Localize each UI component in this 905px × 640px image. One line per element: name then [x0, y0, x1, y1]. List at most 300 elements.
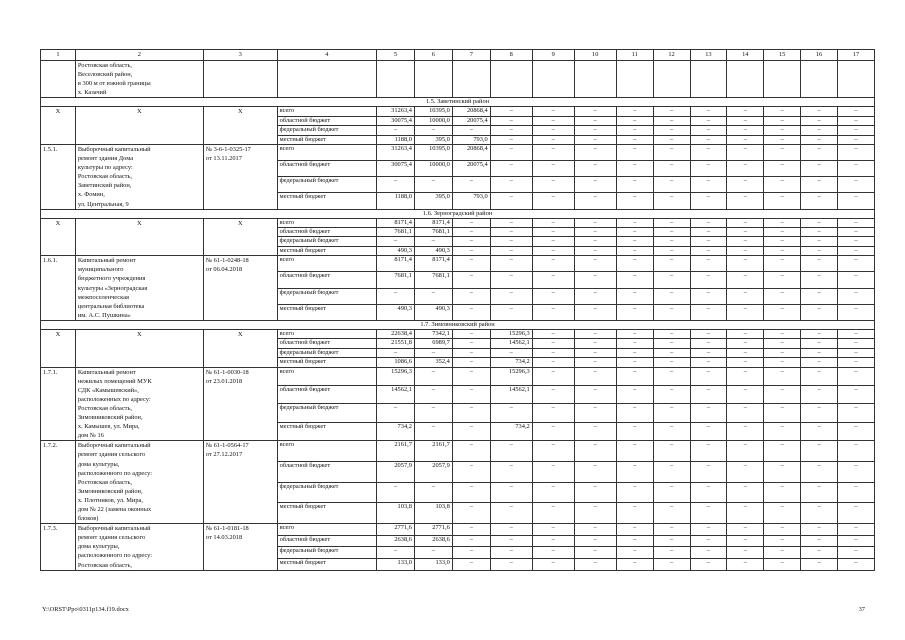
amount-cell: – — [532, 422, 574, 440]
amount-cell: – — [838, 272, 875, 288]
amount-cell: – — [727, 228, 764, 237]
amount-cell: – — [574, 482, 616, 503]
description-line: Ростовская область, — [77, 62, 132, 69]
amount-cell: – — [574, 135, 616, 144]
amount-cell: 10000,0 — [414, 116, 452, 125]
item-number: 1.5.1. — [41, 145, 76, 210]
amount-cell: – — [653, 503, 690, 524]
description-line: культуры по адресу: — [77, 164, 133, 172]
amount-cell: – — [414, 126, 452, 135]
amount-cell: – — [838, 441, 875, 462]
amount-cell: – — [532, 329, 574, 338]
amount-cell: – — [490, 535, 532, 547]
amount-cell: 15296,3 — [377, 367, 415, 385]
amount-cell: – — [616, 422, 653, 440]
amount-cell: – — [414, 422, 452, 440]
amount-cell: – — [490, 135, 532, 144]
description-line: расположенного по адресу: — [77, 552, 153, 560]
amount-cell: – — [616, 547, 653, 559]
amount-cell: – — [490, 145, 532, 161]
amount-cell: – — [838, 503, 875, 524]
amount-cell: – — [727, 177, 764, 193]
amount-cell: – — [801, 358, 838, 367]
table-row — [41, 61, 875, 98]
column-number: 6 — [414, 50, 452, 61]
amount-cell: – — [727, 288, 764, 304]
description-line: блоков) — [77, 515, 99, 523]
amount-cell: – — [532, 339, 574, 348]
amount-cell: – — [414, 177, 452, 193]
amount-cell: – — [616, 246, 653, 255]
amount-cell: – — [532, 367, 574, 385]
amount-cell: – — [532, 547, 574, 559]
amount-cell: – — [801, 547, 838, 559]
amount-cell: 20868,4 — [452, 107, 490, 116]
amount-cell: – — [690, 358, 727, 367]
funding-source: местный бюджет — [277, 358, 376, 367]
column-number: 4 — [277, 50, 376, 61]
amount-cell: – — [690, 177, 727, 193]
amount-cell: – — [764, 135, 801, 144]
amount-cell: – — [490, 547, 532, 559]
amount-cell: – — [616, 348, 653, 357]
funding-source: федеральный бюджет — [277, 547, 376, 559]
amount-cell: 793,0 — [452, 135, 490, 144]
document-reference — [203, 524, 277, 570]
amount-cell: 395,0 — [414, 193, 452, 209]
column-number: 7 — [452, 50, 490, 61]
amount-cell: 8171,4 — [414, 256, 452, 272]
amount-cell: – — [616, 358, 653, 367]
amount-cell: – — [727, 329, 764, 338]
amount-cell: – — [838, 386, 875, 404]
amount-cell: – — [574, 348, 616, 357]
amount-cell: – — [452, 304, 490, 320]
amount-cell: – — [574, 386, 616, 404]
amount-cell: – — [532, 218, 574, 227]
amount-cell: – — [377, 237, 415, 246]
amount-cell: – — [764, 218, 801, 227]
object-description — [75, 218, 203, 256]
amount-cell: – — [653, 228, 690, 237]
amount-cell: – — [653, 145, 690, 161]
amount-cell: – — [801, 422, 838, 440]
description-line: центральная библиотека — [77, 302, 145, 310]
document-reference — [203, 145, 277, 210]
amount-cell: – — [616, 524, 653, 536]
funding-source: местный бюджет — [277, 503, 376, 524]
amount-cell: – — [838, 404, 875, 422]
amount-cell: – — [764, 348, 801, 357]
section-title: 1.5. Заветинский район — [41, 98, 875, 107]
amount-cell: – — [377, 126, 415, 135]
amount-cell: – — [532, 116, 574, 125]
amount-cell: – — [801, 107, 838, 116]
amount-cell: – — [452, 237, 490, 246]
amount-cell: – — [727, 547, 764, 559]
amount-cell: – — [377, 547, 415, 559]
amount-cell: – — [838, 193, 875, 209]
amount-cell: – — [764, 358, 801, 367]
amount-cell: 490,3 — [414, 304, 452, 320]
amount-cell: – — [574, 547, 616, 559]
amount-cell: – — [616, 126, 653, 135]
description-line: Выборочный капитальный — [77, 442, 151, 450]
amount-cell: – — [690, 482, 727, 503]
amount-cell: – — [616, 304, 653, 320]
amount-cell: 8171,4 — [414, 218, 452, 227]
amount-cell: – — [690, 193, 727, 209]
amount-cell: – — [690, 256, 727, 272]
amount-cell: 793,0 — [452, 193, 490, 209]
amount-cell: 490,3 — [377, 246, 415, 255]
amount-cell: – — [414, 288, 452, 304]
amount-cell: – — [838, 348, 875, 357]
amount-cell: 22638,4 — [377, 329, 415, 338]
amount-cell: 31263,4 — [377, 145, 415, 161]
section-row — [41, 320, 875, 329]
amount-cell: – — [452, 547, 490, 559]
amount-cell: – — [532, 441, 574, 462]
amount-cell: – — [764, 304, 801, 320]
amount-cell: – — [532, 535, 574, 547]
amount-cell: – — [727, 304, 764, 320]
amount-cell: – — [490, 126, 532, 135]
amount-cell: – — [838, 339, 875, 348]
document-line: от 14.03.2018 — [205, 534, 243, 542]
empty-cell — [452, 61, 490, 98]
amount-cell: – — [653, 329, 690, 338]
amount-cell: 2638,6 — [414, 535, 452, 547]
amount-cell: – — [764, 404, 801, 422]
amount-cell: – — [532, 503, 574, 524]
amount-cell: – — [727, 256, 764, 272]
amount-cell: – — [838, 558, 875, 570]
amount-cell: – — [653, 547, 690, 559]
object-description — [75, 441, 203, 524]
amount-cell: 7681,1 — [377, 272, 415, 288]
document-line: № 61-1-0181-18 — [205, 525, 249, 533]
description-line: ремонт здания сельского — [77, 451, 146, 459]
amount-cell: – — [653, 126, 690, 135]
amount-cell: – — [727, 116, 764, 125]
amount-cell: – — [616, 329, 653, 338]
funding-source: местный бюджет — [277, 246, 376, 255]
amount-cell: – — [490, 441, 532, 462]
amount-cell: – — [801, 386, 838, 404]
funding-source: областной бюджет — [277, 272, 376, 288]
amount-cell: – — [653, 272, 690, 288]
item-number: X — [41, 107, 76, 145]
amount-cell: – — [452, 535, 490, 547]
object-description — [75, 329, 203, 367]
description-line: Ростовская область, — [77, 561, 132, 569]
amount-cell: – — [574, 503, 616, 524]
amount-cell: – — [801, 524, 838, 536]
amount-cell: – — [414, 237, 452, 246]
amount-cell: – — [727, 441, 764, 462]
amount-cell: – — [616, 161, 653, 177]
amount-cell: – — [764, 288, 801, 304]
amount-cell: – — [377, 404, 415, 422]
amount-cell: – — [574, 161, 616, 177]
amount-cell: 490,3 — [414, 246, 452, 255]
amount-cell: – — [532, 246, 574, 255]
amount-cell: – — [690, 558, 727, 570]
amount-cell: 2161,7 — [414, 441, 452, 462]
amount-cell: 1086,6 — [377, 358, 415, 367]
description-line: Ростовская область, — [77, 173, 132, 181]
description-line: дом № 22 (замена оконных — [77, 505, 152, 513]
amount-cell: – — [764, 547, 801, 559]
funding-source: областной бюджет — [277, 161, 376, 177]
amount-cell: – — [490, 228, 532, 237]
amount-cell: 14562,1 — [490, 339, 532, 348]
amount-cell: – — [574, 462, 616, 483]
amount-cell: 21551,8 — [377, 339, 415, 348]
amount-cell: 1188,0 — [377, 193, 415, 209]
funding-source: областной бюджет — [277, 386, 376, 404]
amount-cell: – — [653, 404, 690, 422]
description-line: ремонт здания сельского — [77, 534, 146, 542]
amount-cell: 2638,6 — [377, 535, 415, 547]
amount-cell: – — [490, 288, 532, 304]
amount-cell: 490,3 — [377, 304, 415, 320]
funding-source: местный бюджет — [277, 193, 376, 209]
empty-cell — [377, 61, 415, 98]
column-number: 8 — [490, 50, 532, 61]
document-reference — [203, 107, 277, 145]
amount-cell: – — [452, 482, 490, 503]
amount-cell: – — [616, 535, 653, 547]
amount-cell: – — [801, 329, 838, 338]
amount-cell: 734,2 — [377, 422, 415, 440]
amount-cell: – — [377, 348, 415, 357]
amount-cell: – — [764, 126, 801, 135]
amount-cell: – — [574, 228, 616, 237]
amount-cell: – — [653, 339, 690, 348]
document-line: X — [237, 330, 243, 338]
amount-cell: – — [574, 367, 616, 385]
amount-cell: – — [653, 177, 690, 193]
amount-cell: – — [574, 358, 616, 367]
empty-cell — [574, 61, 616, 98]
section-title: 1.7. Зимовниковский район — [41, 320, 875, 329]
amount-cell: – — [532, 135, 574, 144]
amount-cell: – — [653, 482, 690, 503]
amount-cell: – — [616, 107, 653, 116]
amount-cell: – — [764, 237, 801, 246]
amount-cell: – — [801, 367, 838, 385]
amount-cell: – — [532, 358, 574, 367]
amount-cell: 10395,0 — [414, 107, 452, 116]
column-number: 13 — [690, 50, 727, 61]
amount-cell: – — [690, 503, 727, 524]
amount-cell: – — [616, 145, 653, 161]
amount-cell: – — [690, 272, 727, 288]
amount-cell: – — [801, 482, 838, 503]
amount-cell: 395,0 — [414, 135, 452, 144]
amount-cell: – — [653, 348, 690, 357]
table-row — [41, 145, 875, 161]
document-reference — [203, 441, 277, 524]
amount-cell: 20075,4 — [452, 116, 490, 125]
empty-cell — [414, 61, 452, 98]
amount-cell: – — [616, 339, 653, 348]
amount-cell: – — [490, 272, 532, 288]
funding-source: всего — [277, 256, 376, 272]
amount-cell: – — [801, 126, 838, 135]
amount-cell: – — [452, 218, 490, 227]
amount-cell: – — [801, 218, 838, 227]
amount-cell: – — [574, 535, 616, 547]
document-page — [40, 49, 875, 571]
amount-cell: 6989,7 — [414, 339, 452, 348]
amount-cell: – — [801, 177, 838, 193]
amount-cell: – — [574, 256, 616, 272]
amount-cell: – — [838, 358, 875, 367]
object-description — [75, 524, 203, 570]
amount-cell: – — [690, 218, 727, 227]
amount-cell: – — [801, 145, 838, 161]
amount-cell: 10000,0 — [414, 161, 452, 177]
amount-cell: – — [377, 288, 415, 304]
empty-cell — [490, 61, 532, 98]
table-row — [41, 367, 875, 385]
item-number: 1.7.1. — [41, 367, 76, 441]
amount-cell: – — [653, 161, 690, 177]
description-line: ремонт здания Дома — [77, 155, 134, 163]
amount-cell: – — [801, 193, 838, 209]
amount-cell: – — [574, 145, 616, 161]
amount-cell: – — [764, 386, 801, 404]
table-row — [41, 524, 875, 536]
amount-cell: – — [838, 462, 875, 483]
funding-source: областной бюджет — [277, 116, 376, 125]
amount-cell: – — [532, 386, 574, 404]
column-number: 11 — [616, 50, 653, 61]
amount-cell: – — [574, 329, 616, 338]
amount-cell: – — [452, 272, 490, 288]
amount-cell: – — [574, 218, 616, 227]
section-row — [41, 209, 875, 218]
description-line: расположенных по адресу: — [77, 395, 151, 403]
amount-cell: – — [574, 126, 616, 135]
description-line: культуры «Зерноградская — [77, 284, 148, 292]
amount-cell: – — [764, 107, 801, 116]
amount-cell: – — [532, 237, 574, 246]
amount-cell: 8171,4 — [377, 218, 415, 227]
item-number: 1.7.3. — [41, 524, 76, 570]
amount-cell: – — [690, 145, 727, 161]
amount-cell: – — [764, 161, 801, 177]
funding-source: всего — [277, 367, 376, 385]
amount-cell: – — [764, 272, 801, 288]
amount-cell: – — [532, 404, 574, 422]
empty-cell — [532, 61, 574, 98]
amount-cell: – — [801, 228, 838, 237]
empty-cell — [801, 61, 838, 98]
column-number: 15 — [764, 50, 801, 61]
amount-cell: – — [377, 482, 415, 503]
amount-cell: – — [801, 256, 838, 272]
document-line: от 13.11.2017 — [205, 155, 242, 163]
amount-cell: – — [764, 193, 801, 209]
document-line: № 61-1-0248-18 — [205, 257, 249, 265]
amount-cell: – — [574, 441, 616, 462]
description-line: Ростовская область, — [77, 404, 132, 412]
description-line: X — [137, 219, 142, 227]
funding-source: федеральный бюджет — [277, 177, 376, 193]
amount-cell: – — [653, 462, 690, 483]
amount-cell: – — [838, 177, 875, 193]
amount-cell: 20868,4 — [452, 145, 490, 161]
amount-cell: – — [764, 503, 801, 524]
amount-cell: 7342,1 — [414, 329, 452, 338]
description-line: дома культуры, — [77, 460, 120, 468]
amount-cell: – — [838, 228, 875, 237]
amount-cell: – — [690, 288, 727, 304]
amount-cell: – — [574, 116, 616, 125]
amount-cell: – — [616, 558, 653, 570]
amount-cell: – — [727, 246, 764, 255]
amount-cell: – — [616, 228, 653, 237]
amount-cell: 2057,9 — [414, 462, 452, 483]
column-number: 16 — [801, 50, 838, 61]
amount-cell: – — [838, 145, 875, 161]
amount-cell: – — [452, 126, 490, 135]
table-row — [41, 107, 875, 116]
amount-cell: – — [574, 524, 616, 536]
amount-cell: – — [574, 288, 616, 304]
amount-cell: 1188,0 — [377, 135, 415, 144]
empty-cell — [838, 61, 875, 98]
amount-cell: 7681,1 — [377, 228, 415, 237]
amount-cell: – — [727, 272, 764, 288]
amount-cell: – — [727, 422, 764, 440]
amount-cell: – — [764, 145, 801, 161]
description-line: Зимовниковский район, — [77, 487, 143, 495]
footer-page-number: 37 — [858, 606, 865, 613]
amount-cell: – — [801, 404, 838, 422]
amount-cell: – — [764, 524, 801, 536]
footer-file-path: Y:\ORST\Ppo\0311p134.f19.docx — [42, 606, 129, 613]
amount-cell: – — [764, 339, 801, 348]
description-line: Капитальный ремонт — [77, 368, 136, 376]
document-line: от 06.04.2018 — [205, 266, 243, 274]
amount-cell: 352,4 — [414, 358, 452, 367]
amount-cell: – — [532, 304, 574, 320]
amount-cell: – — [532, 228, 574, 237]
empty-cell — [727, 61, 764, 98]
amount-cell: – — [490, 558, 532, 570]
amount-cell: – — [452, 367, 490, 385]
amount-cell: – — [727, 126, 764, 135]
amount-cell: – — [727, 161, 764, 177]
amount-cell: – — [764, 482, 801, 503]
amount-cell: – — [490, 503, 532, 524]
object-description — [75, 256, 203, 321]
funding-source: федеральный бюджет — [277, 126, 376, 135]
amount-cell: – — [690, 535, 727, 547]
amount-cell: – — [616, 177, 653, 193]
amount-cell: – — [414, 367, 452, 385]
amount-cell: – — [532, 348, 574, 357]
amount-cell: – — [574, 558, 616, 570]
object-description — [75, 145, 203, 210]
amount-cell: – — [574, 304, 616, 320]
amount-cell: – — [616, 386, 653, 404]
